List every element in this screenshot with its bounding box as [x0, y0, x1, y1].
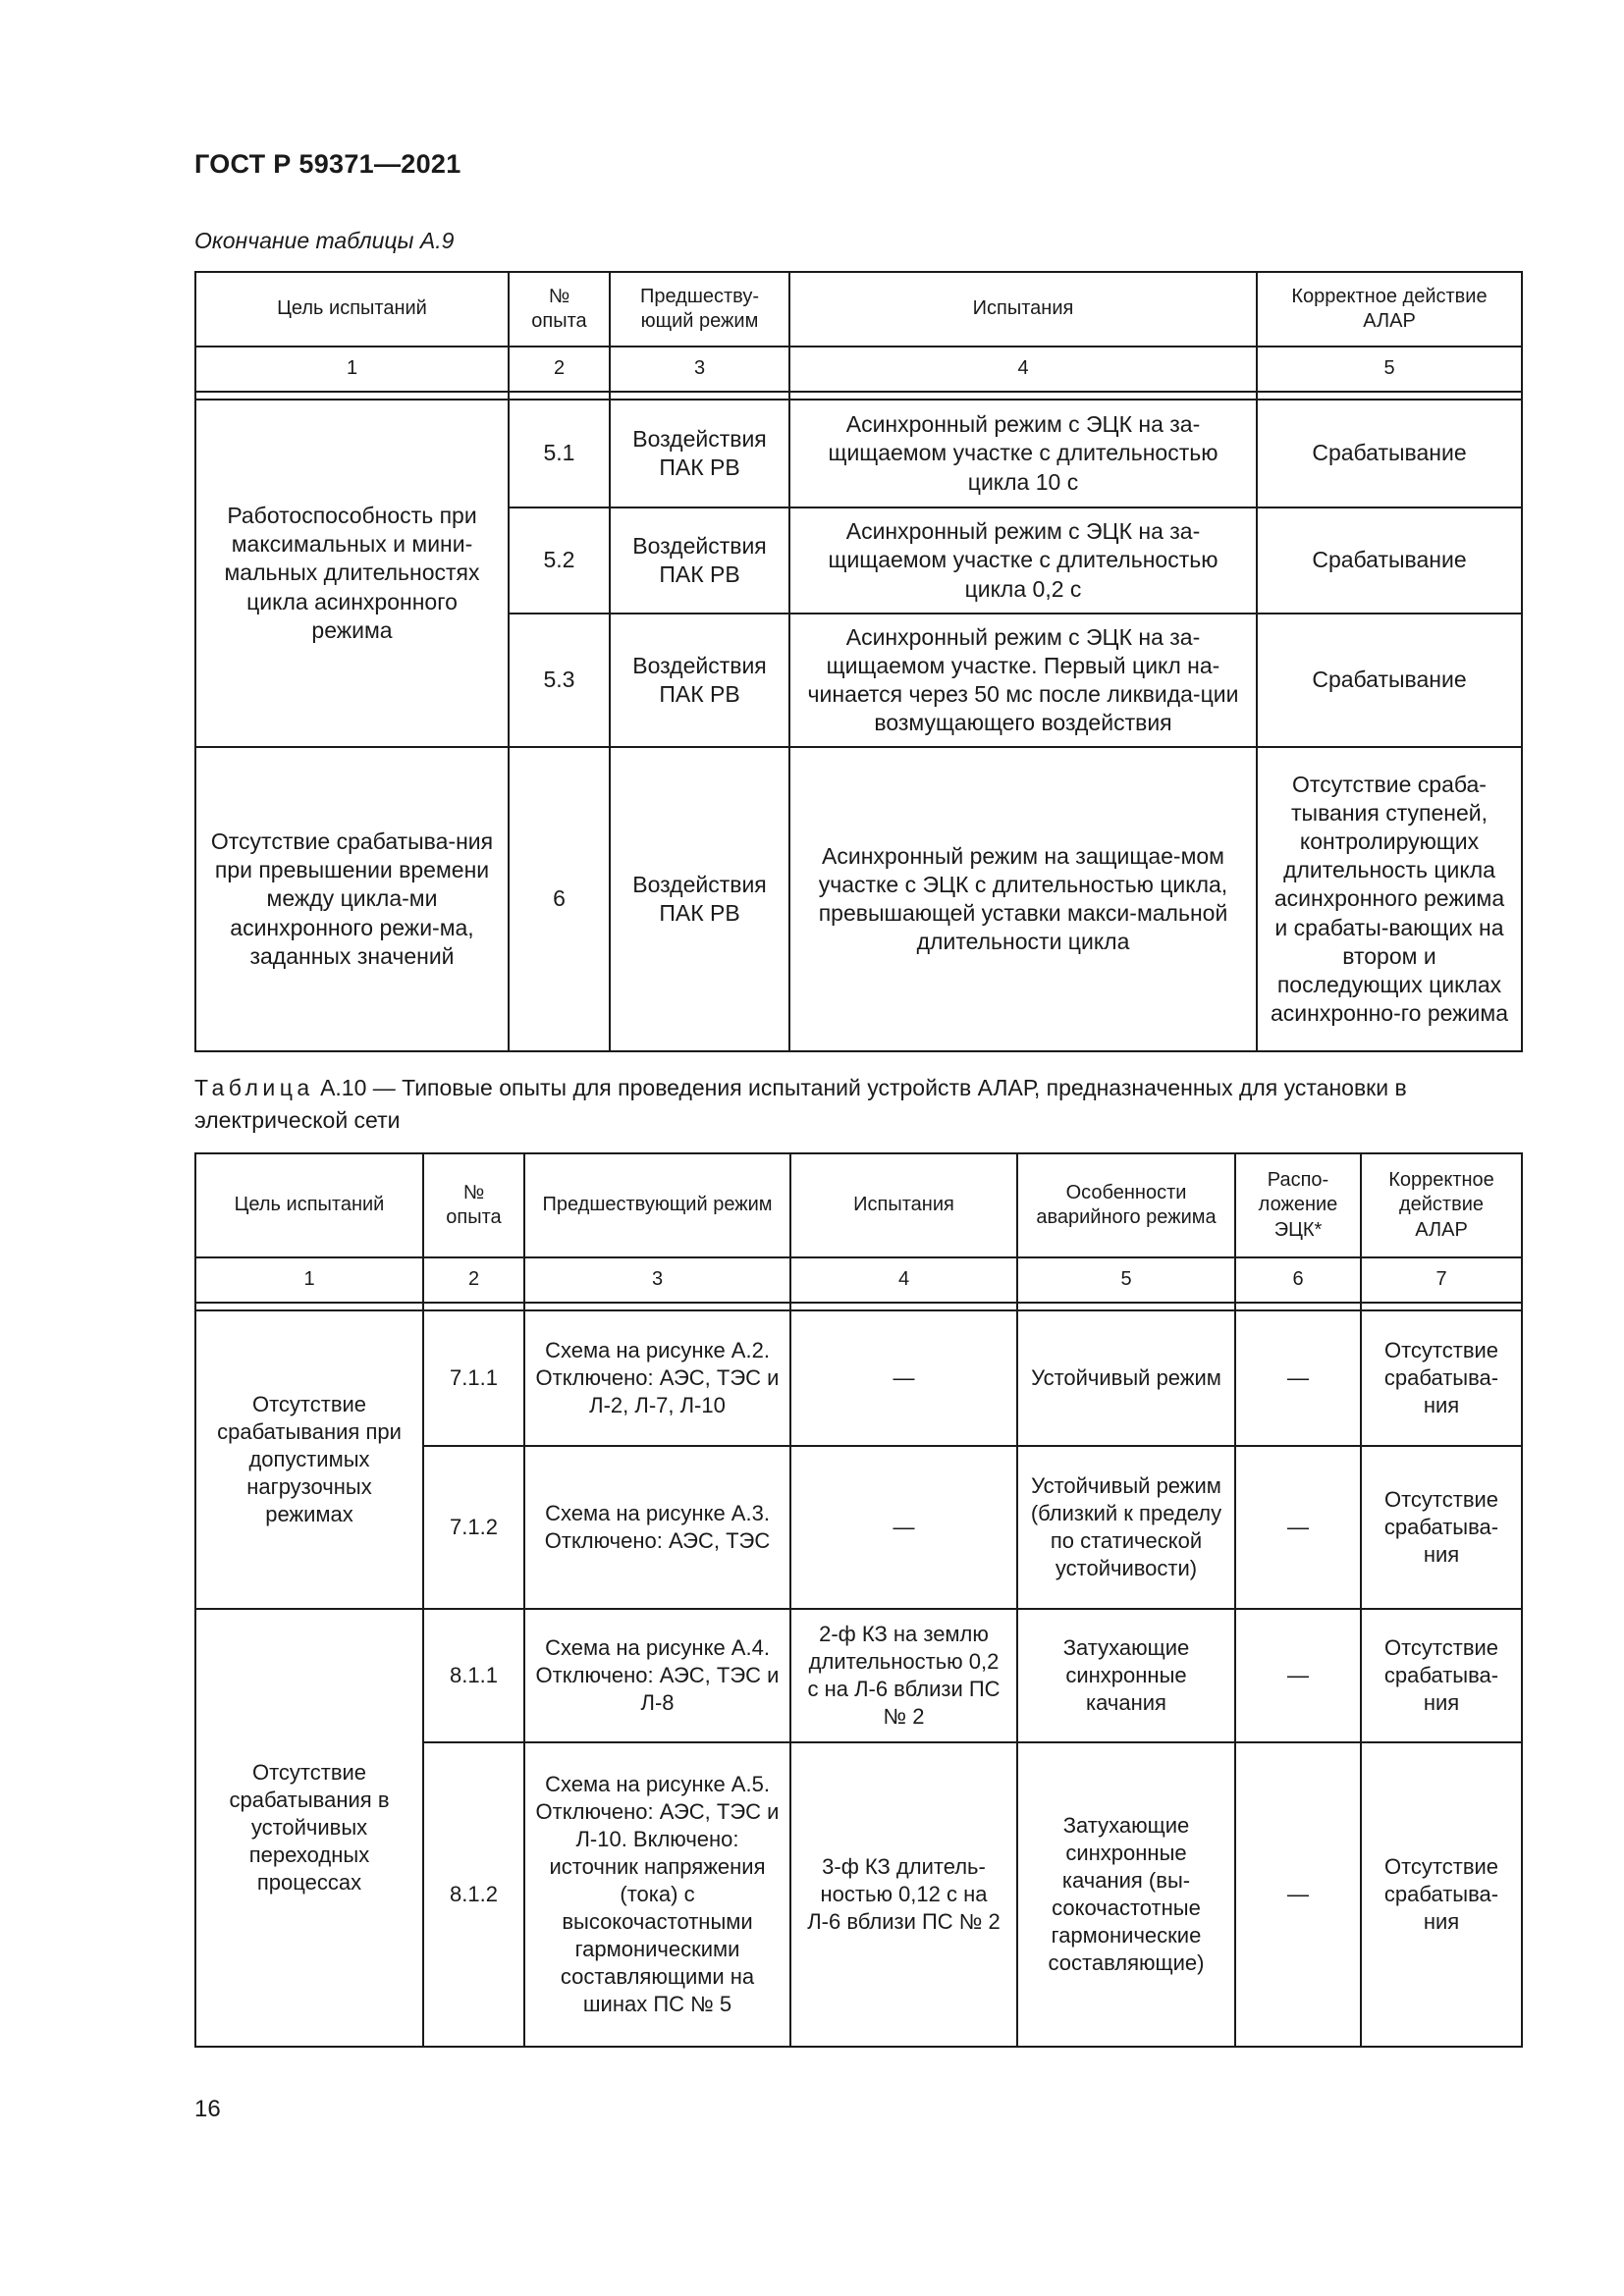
- ecc-location-cell: —: [1235, 1446, 1361, 1609]
- page-number: 16: [194, 2096, 221, 2122]
- table-a10: [194, 1152, 1523, 2048]
- column-number: 6: [1235, 1257, 1361, 1303]
- correct-action-cell: Отсутствие срабатыва-ния: [1361, 1609, 1522, 1742]
- column-header: № опыта: [423, 1153, 524, 1257]
- test-number-cell: 5.3: [509, 614, 610, 747]
- emergency-feature-cell: Устойчивый режим: [1017, 1310, 1235, 1446]
- correct-action-cell: Отсутствие срабатыва-ния: [1361, 1742, 1522, 2047]
- correct-action-cell: Срабатывание: [1257, 507, 1522, 614]
- test-goal-cell: Отсутствие срабатывания в устойчивых переходных процессах: [195, 1609, 423, 2047]
- column-header: Цель испытаний: [195, 272, 509, 347]
- previous-mode-cell: Воздействия ПАК РВ: [610, 614, 789, 747]
- test-number-cell: 8.1.1: [423, 1609, 524, 1742]
- test-description-cell: 3-ф КЗ длитель-ностью 0,12 с на Л-6 вблизи ПС № 2: [790, 1742, 1017, 2047]
- column-number: 7: [1361, 1257, 1522, 1303]
- column-number: 5: [1257, 347, 1522, 392]
- column-number: 3: [610, 347, 789, 392]
- column-header: № опыта: [509, 272, 610, 347]
- test-number-cell: 6: [509, 747, 610, 1051]
- test-number-cell: 7.1.2: [423, 1446, 524, 1609]
- table-label: Таблица: [194, 1075, 314, 1100]
- previous-mode-cell: Воздействия ПАК РВ: [610, 400, 789, 507]
- column-number: 1: [195, 347, 509, 392]
- ecc-location-cell: —: [1235, 1609, 1361, 1742]
- test-description-cell: —: [790, 1446, 1017, 1609]
- column-number: 3: [524, 1257, 790, 1303]
- correct-action-cell: Срабатывание: [1257, 400, 1522, 507]
- test-goal-cell: Работоспособность при максимальных и мини-мальных длительностях цикла асинхронного режима: [195, 400, 509, 747]
- column-header: Распо-ложение ЭЦК*: [1235, 1153, 1361, 1257]
- column-number: 1: [195, 1257, 423, 1303]
- column-header: Предшествующий режим: [524, 1153, 790, 1257]
- ecc-location-cell: —: [1235, 1310, 1361, 1446]
- table-row: [195, 1609, 1522, 1742]
- correct-action-cell: Отсутствие срабатыва-ния: [1361, 1310, 1522, 1446]
- test-description-cell: Асинхронный режим с ЭЦК на за-щищаемом участке с длительностью цикла 0,2 с: [789, 507, 1257, 614]
- column-header: Испытания: [789, 272, 1257, 347]
- previous-mode-cell: Воздействия ПАК РВ: [610, 747, 789, 1051]
- column-header: Особенности аварийного режима: [1017, 1153, 1235, 1257]
- emergency-feature-cell: Устойчивый режим (близкий к пределу по статической устойчивости): [1017, 1446, 1235, 1609]
- previous-mode-cell: Схема на рисунке А.2. Отключено: АЭС, ТЭС и Л-2, Л-7, Л-10: [524, 1310, 790, 1446]
- column-header: Корректное действие АЛАР: [1361, 1153, 1522, 1257]
- correct-action-cell: Отсутствие сраба-тывания ступеней, контролирующих длительность цикла асинхронного режима и срабаты-вающих на втором и последующих циклах асинхронно-го режима: [1257, 747, 1522, 1051]
- test-description-cell: Асинхронный режим с ЭЦК на за-щищаемом участке с длительностью цикла 10 с: [789, 400, 1257, 507]
- column-header: Корректное действие АЛАР: [1257, 272, 1522, 347]
- test-number-cell: 5.1: [509, 400, 610, 507]
- header-separator: [195, 1303, 1522, 1310]
- previous-mode-cell: Схема на рисунке А.3. Отключено: АЭС, ТЭС: [524, 1446, 790, 1609]
- previous-mode-cell: Схема на рисунке А.4. Отключено: АЭС, ТЭС и Л-8: [524, 1609, 790, 1742]
- test-description-cell: 2-ф КЗ на землю длительностью 0,2 с на Л-6 вблизи ПС № 2: [790, 1609, 1017, 1742]
- header-separator: [195, 392, 1522, 400]
- emergency-feature-cell: Затухающие синхронные качания (вы-сокочастотные гармонические составляющие): [1017, 1742, 1235, 2047]
- table-a9: [194, 271, 1523, 1052]
- column-header: Цель испытаний: [195, 1153, 423, 1257]
- test-number-cell: 8.1.2: [423, 1742, 524, 2047]
- column-number: 2: [423, 1257, 524, 1303]
- table-a10-title: [194, 1072, 1522, 1136]
- table-title-text: А.10 — Типовые опыты для проведения испытаний устройств АЛАР, предназначенных для установки в электрической сети: [194, 1075, 1407, 1133]
- column-number: 5: [1017, 1257, 1235, 1303]
- correct-action-cell: Отсутствие срабатыва-ния: [1361, 1446, 1522, 1609]
- test-number-cell: 5.2: [509, 507, 610, 614]
- test-goal-cell: Отсутствие срабатыва-ния при превышении времени между цикла-ми асинхронного режи-ма, заданных значений: [195, 747, 509, 1051]
- column-number: 2: [509, 347, 610, 392]
- previous-mode-cell: Воздействия ПАК РВ: [610, 507, 789, 614]
- previous-mode-cell: Схема на рисунке А.5. Отключено: АЭС, ТЭС и Л-10. Включено: источник напряжения (тока) с высокочастотными гармоническими составляющими на шинах ПС № 5: [524, 1742, 790, 2047]
- column-number: 4: [790, 1257, 1017, 1303]
- ecc-location-cell: —: [1235, 1742, 1361, 2047]
- table-continuation-caption: Окончание таблицы А.9: [194, 228, 455, 253]
- test-description-cell: Асинхронный режим с ЭЦК на за-щищаемом участке. Первый цикл на-чинается через 50 мс после ликвида-ции возмущающего воздействия: [789, 614, 1257, 747]
- column-header: Предшеству-ющий режим: [610, 272, 789, 347]
- test-goal-cell: Отсутствие срабатывания при допустимых нагрузочных режимах: [195, 1310, 423, 1609]
- column-number: 4: [789, 347, 1257, 392]
- table-row: [195, 747, 1522, 1051]
- correct-action-cell: Срабатывание: [1257, 614, 1522, 747]
- test-description-cell: —: [790, 1310, 1017, 1446]
- document-code: ГОСТ Р 59371—2021: [194, 149, 461, 179]
- table-row: [195, 400, 1522, 507]
- test-description-cell: Асинхронный режим на защищае-мом участке с ЭЦК с длительностью цикла, превышающей уставки макси-мальной длительности цикла: [789, 747, 1257, 1051]
- column-header: Испытания: [790, 1153, 1017, 1257]
- emergency-feature-cell: Затухающие синхронные качания: [1017, 1609, 1235, 1742]
- table-row: [195, 1310, 1522, 1446]
- test-number-cell: 7.1.1: [423, 1310, 524, 1446]
